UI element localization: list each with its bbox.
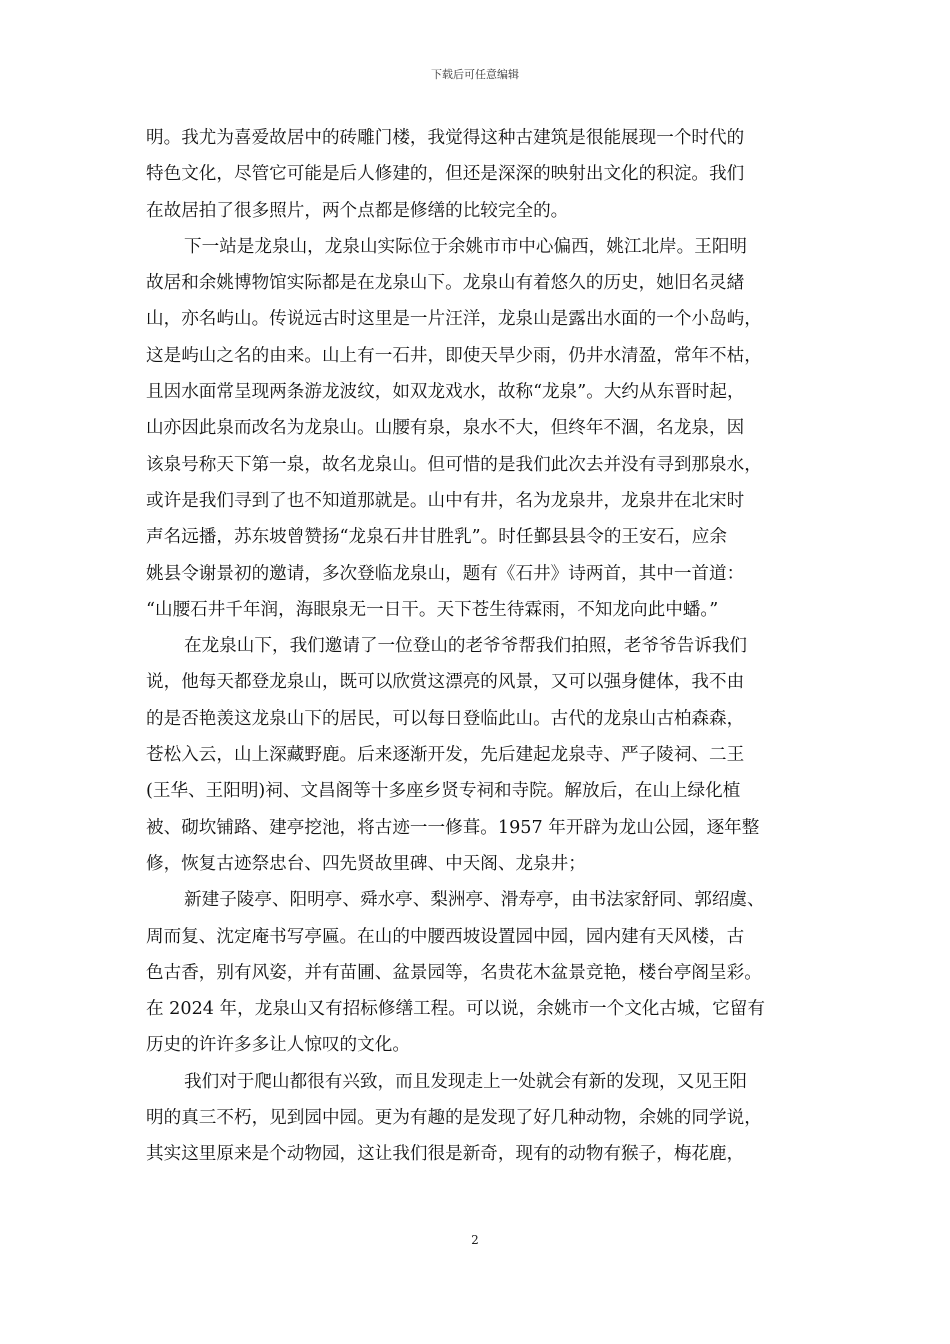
page-header: 下载后可任意编辑 bbox=[431, 68, 519, 81]
text-line: 山亦因此泉而改名为龙泉山。山腰有泉，泉水不大，但终年不涸，名龙泉，因 bbox=[146, 418, 745, 439]
text-line: 或许是我们寻到了也不知道那就是。山中有井，名为龙泉井，龙泉井在北宋时 bbox=[146, 490, 745, 511]
body-text bbox=[146, 120, 808, 1173]
text-line: 这是屿山之名的由来。山上有一石井，即使天旱少雨，仍井水清盈，常年不枯， bbox=[146, 345, 762, 366]
page-number: 2 bbox=[471, 1233, 479, 1247]
paragraph-start-line: 下一站是龙泉山，龙泉山实际位于余姚市市中心偏西，姚江北岸。王阳明 bbox=[184, 236, 748, 257]
text-line: 声名远播，苏东坡曾赞扬“龙泉石井甘胜乳”。时任鄞县县令的王安石，应余 bbox=[146, 527, 727, 548]
text-line: 修，恢复古迹祭忠台、四先贤故里碑、中天阁、龙泉井； bbox=[146, 853, 586, 874]
text-line: 特色文化，尽管它可能是后人修建的，但还是深深的映射出文化的积淀。我们 bbox=[146, 164, 745, 185]
quoted-poem-line: “山腰石井千年润，海眼泉无一日干。天下苍生待霖雨，不知龙向此中蟠。” bbox=[146, 599, 719, 620]
text-line: 姚县令谢景初的邀请，多次登临龙泉山，题有《石井》诗两首，其中一首道： bbox=[146, 563, 745, 584]
text-line: 该泉号称天下第一泉，故名龙泉山。但可惜的是我们此次去并没有寻到那泉水， bbox=[146, 454, 762, 475]
text-line: 说，他每天都登龙泉山，既可以欣赏这漂亮的风景，又可以强身健体，我不由 bbox=[146, 672, 745, 693]
text-line: 其实这里原来是个动物园，这让我们很是新奇，现有的动物有猴子，梅花鹿， bbox=[146, 1144, 745, 1165]
text-line: 在故居拍了很多照片，两个点都是修缮的比较完全的。 bbox=[146, 200, 569, 221]
text-line: 历史的许许多多让人惊叹的文化。 bbox=[146, 1035, 410, 1056]
text-line: 苍松入云，山上深藏野鹿。后来逐渐开发，先后建起龙泉寺、严子陵祠、二王 bbox=[146, 745, 745, 766]
text-line: 色古香，别有风姿，并有苗圃、盆景园等，名贵花木盆景竞艳，楼台亭阁呈彩。 bbox=[146, 962, 762, 983]
paragraph-start-line: 在龙泉山下，我们邀请了一位登山的老爷爷帮我们拍照，老爷爷告诉我们 bbox=[184, 636, 748, 657]
text-line: 故居和余姚博物馆实际都是在龙泉山下。龙泉山有着悠久的历史，她旧名灵緖 bbox=[146, 273, 745, 294]
paragraph-start-line: 我们对于爬山都很有兴致，而且发现走上一处就会有新的发现，又见王阳 bbox=[184, 1071, 748, 1092]
text-line: 明的真三不朽，见到园中园。更为有趣的是发现了好几种动物，余姚的同学说， bbox=[146, 1108, 762, 1129]
text-line: 的是否艳羡这龙泉山下的居民，可以每日登临此山。古代的龙泉山古柏森森， bbox=[146, 708, 745, 729]
text-line: 在 2024 年，龙泉山又有招标修缮工程。可以说，余姚市一个文化古城，它留有 bbox=[146, 999, 765, 1020]
text-line: 被、砌坎铺路、建亭挖池，将古迹一一修葺。1957 年开辟为龙山公园，逐年整 bbox=[146, 817, 760, 838]
text-line: 山，亦名屿山。传说远古时这里是一片汪洋，龙泉山是露出水面的一个小岛屿， bbox=[146, 309, 762, 330]
text-line: 明。我尤为喜爱故居中的砖雕门楼，我觉得这种古建筑是很能展现一个时代的 bbox=[146, 128, 745, 148]
paragraph-start-line: 新建子陵亭、阳明亭、舜水亭、梨洲亭、滑寿亭，由书法家舒同、郭绍虞、 bbox=[184, 890, 765, 911]
text-line: 且因水面常呈现两条游龙波纹，如双龙戏水，故称“龙泉”。大约从东晋时起， bbox=[146, 382, 745, 403]
text-line: 周而复、沈定庵书写亭匾。在山的中腰西坡设置园中园，园内建有天风楼，古 bbox=[146, 926, 745, 947]
text-line: (王华、王阳明)祠、文昌阁等十多座乡贤专祠和寺院。解放后，在山上绿化植 bbox=[146, 781, 741, 802]
